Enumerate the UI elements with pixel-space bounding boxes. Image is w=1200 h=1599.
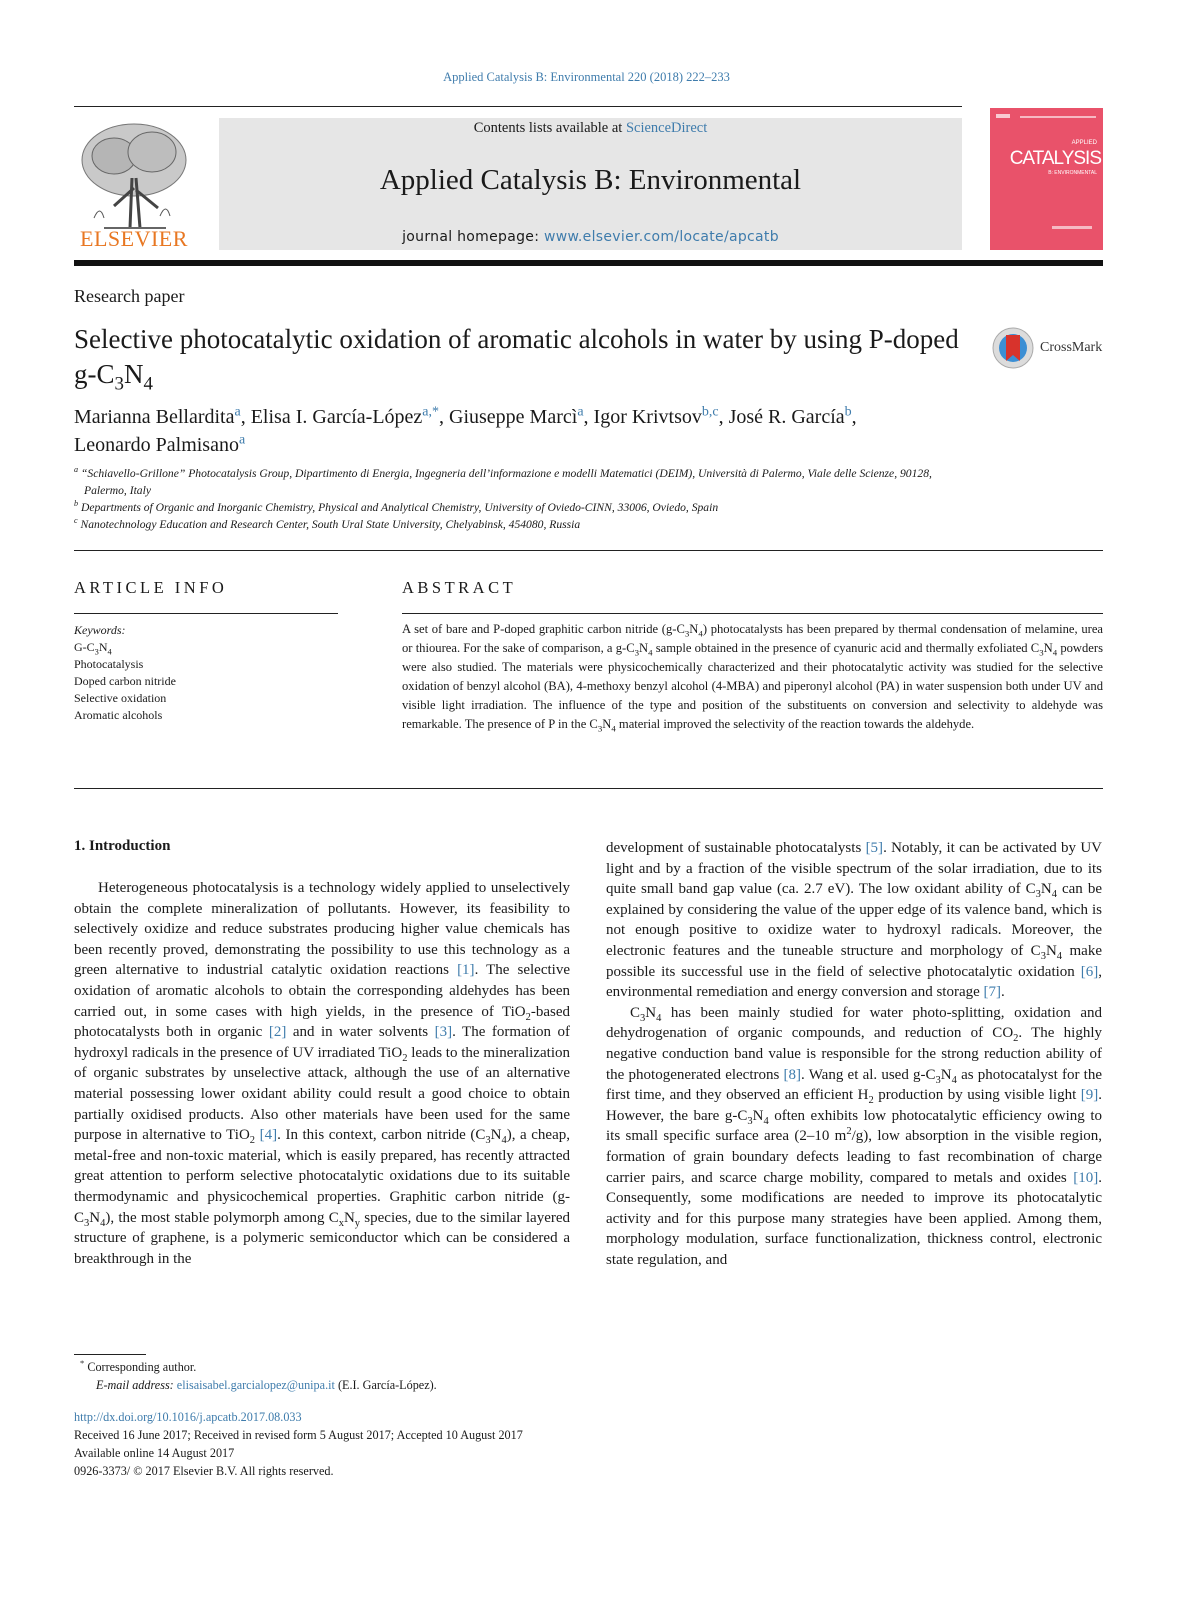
homepage-line [219,229,962,245]
body-paragraph: Heterogeneous photocatalysis is a technology widely applied to unselectively obtain the complete mineralization of pollutants. However, its feasibility to selectively oxidize and reduce substrates producing higher value chemicals has been recently proved, demonstrating the possibility to use this technology as a green alternative to industrial catalytic oxidation reactions [1]. The selective oxidation of aromatic alcohols to obtain the corresponding aldehydes has been carried out, in some cases with high yields, in the presence of TiO$_2$-based photocatalysts both in organic [2] and in water solvents [3]. The formation of hydroxyl radicals in the presence of UV irradiated TiO$_2$ leads to the mineralization of organic substrates by unselective attack, although the use of an alternative material possessing lower oxidant ability could result a good choice to obtain partially oxidised products. Also other materials have been used for the same purpose in alternative to TiO$_2$ [4]. In this context, carbon nitride $(C_3N_4)$, a cheap, metal-free and non-toxic material, which is easily prepared, has recently attracted great attention to perform selective photocatalytic oxidations due to its suitable thermodynamic and physicochemical properties. Graphitic carbon nitride $(g-C_3N_4)$, the most stable polymorph among $C_xN_y$ species, due to the similar layered structure of graphene, is a polymeric semiconductor which can be considered a breakthrough in the [74,880,571,1267]
abstract-divider [74,788,1103,789]
email-line: E-mail address: elisaisabel.garcialopez@unipa.it (E.I. García-López). [96,1378,437,1392]
affiliations-divider [74,550,1103,551]
body-paragraph: $C_3N_4$ has been mainly studied for water photo-splitting, oxidation and dehydrogenation of organic compounds, and reduction of $CO_2$. The highly negative conduction band value is responsible for the strong reduction ability of the photogenerated electrons [8]. Wang et al. used $g-C_3N_4$ as photocatalyst for the first time, and they observed an efficient $H_2$ production by using visible light [9]. However, the bare $g-C_3N_4$ often exhibits low photocatalytic efficiency owing to its small specific surface area (2–10 $m^2/g$), low absorption in the visible region, formation of grain boundary defects leading to fast recombination of charge carrier pairs, and scarce charge mobility, compared to metals and oxides [10]. Consequently, some modifications are needed to improve its photocatalytic activity and for this purpose many strategies have been applied. Among them, morphology modulation, surface functionalization, thickness control, electronic state regulation, and [606,1004,1103,1268]
corresponding-author-note: * Corresponding author. [80,1357,197,1374]
elsevier-logo [74,118,194,250]
abstract-text: A set of bare and P-doped graphitic carbon nitride $(g-C_3N_4)$ photocatalysts has been prepared by thermal condensation of melamine, urea or thiourea. For the sake of comparison, a $g-C_3N_4$ sample obtained in the presence of cyanuric acid and thermally exfoliated $C_3N_4$ powders were also studied. The materials were physicochemically characterized and their photocatalytic activity was studied for the selective oxidation of benzyl alcohol (BA), 4-methoxy benzyl alcohol (4-MBA) and piperonyl alcohol (PA) in water suspension both under UV and visible light irradiation. The influence of the type and position of the substituents on conversion and selectivity to aldehyde was remarkable. The presence of P in the $C_3N_4$ material improved the selectivity of the reaction towards the aldehyde. [402,622,1104,734]
email-link[interactable]: elisaisabel.garcialopez@unipa.it [176,1378,335,1392]
body-column-left [74,878,570,1269]
cover-applied: APPLIED [1071,140,1097,146]
journal-cover [990,108,1103,250]
cover-catalysis: CATALYSIS [1009,148,1101,169]
article-info-rule [74,613,338,614]
affiliation-c: $^c$ Nanotechnology Education and Research Center, South Ural State University, Chelyabinsk, 454080, Russia [74,516,581,531]
abstract-heading: ABSTRACT [402,578,517,597]
cover-masthead-line [1020,116,1096,118]
keywords-block [74,622,334,724]
affiliations [74,465,964,533]
keyword-item: Doped carbon nitride [74,674,176,688]
keyword-item: $G-C_3N_4$ [74,640,112,657]
keywords-label: Keywords: [74,623,126,637]
journal-reference[interactable]: Applied Catalysis B: Environmental 220 (2018) 222–233 [443,70,730,84]
cover-logo-mark [996,114,1010,118]
crossmark-badge[interactable] [992,325,1112,371]
copyright: 0926-3373/ © 2017 Elsevier B.V. All rights reserved. [74,1464,334,1478]
section-heading-introduction: 1. Introduction [74,838,171,854]
cover-environmental: B: ENVIRONMENTAL [1048,170,1097,176]
body-column-right [606,838,1102,1270]
contents-line [219,120,962,137]
online-date: Available online 14 August 2017 [74,1446,235,1460]
author-list: Marianna Bellardita$^a$, Elisa I. García-López$^{a,*}$, Giuseppe Marcì$^a$, Igor Krivtsov$^{b,c}$, José R. García$^b$, Leonardo Palmisano$^a$ [74,404,857,456]
journal-banner [219,118,962,250]
contents-prefix: Contents lists available at [473,120,626,136]
footnote [74,1358,437,1394]
publication-info [74,1408,523,1480]
header-divider [74,106,962,107]
doi-link[interactable]: http://dx.doi.org/10.1016/j.apcatb.2017.08.033 [74,1410,302,1424]
body-paragraph: development of sustainable photocatalysts [5]. Notably, it can be activated by UV light and by a fraction of the visible spectrum of the solar irradiation, due to its quite small band gap value (ca. 2.7 eV). The low oxidant ability of $C_3N_4$ can be explained by considering the value of the upper edge of its valence band, which is not enough positive to oxidize water to hydroxyl radicals. Moreover, the electronic features and the tuneable structure and morphology of $C_3N_4$ make possible its successful use in the field of selective photocatalytic oxidation [6], environmental remediation and energy conversion and storage [7]. [606,840,1102,1001]
keyword-item: Photocatalysis [74,657,144,671]
article-info-heading: ARTICLE INFO [74,578,228,597]
article-type: Research paper [74,286,185,306]
abstract-rule [402,613,1103,614]
crossmark-label: CrossMark [1040,340,1103,355]
journal-title: Applied Catalysis B: Environmental [379,164,802,196]
received-dates: Received 16 June 2017; Received in revised form 5 August 2017; Accepted 10 August 2017 [74,1428,523,1442]
homepage-link[interactable]: www.elsevier.com/locate/apcatb [543,229,779,245]
publisher-name: ELSEVIER [80,226,188,251]
header-thick-divider [74,260,1103,266]
keyword-item: Selective oxidation [74,691,167,705]
article-title: Selective photocatalytic oxidation of aromatic alcohols in water by using P-doped $g-C_3N_4$ [74,324,959,395]
homepage-prefix: journal homepage: [402,229,544,245]
keyword-item: Aromatic alcohols [74,708,163,722]
affiliation-b: $^b$ Departments of Organic and Inorganic Chemistry, Physical and Analytical Chemistry, University of Oviedo-CINN, 33006, Oviedo, Spain [74,499,719,514]
crossmark-icon [992,325,1038,371]
footnote-rule [74,1354,146,1355]
cover-footer-line [1052,226,1092,229]
affiliation-a: $^a$ “Schiavello-Grillone” Photocatalysis Group, Dipartimento di Energia, Ingegneria dell’informazione e modelli Matematici (DEIM), Università di Palermo, Viale delle Scienze, 90128, Palermo, Italy [74,465,932,497]
sciencedirect-link[interactable]: ScienceDirect [625,120,708,136]
